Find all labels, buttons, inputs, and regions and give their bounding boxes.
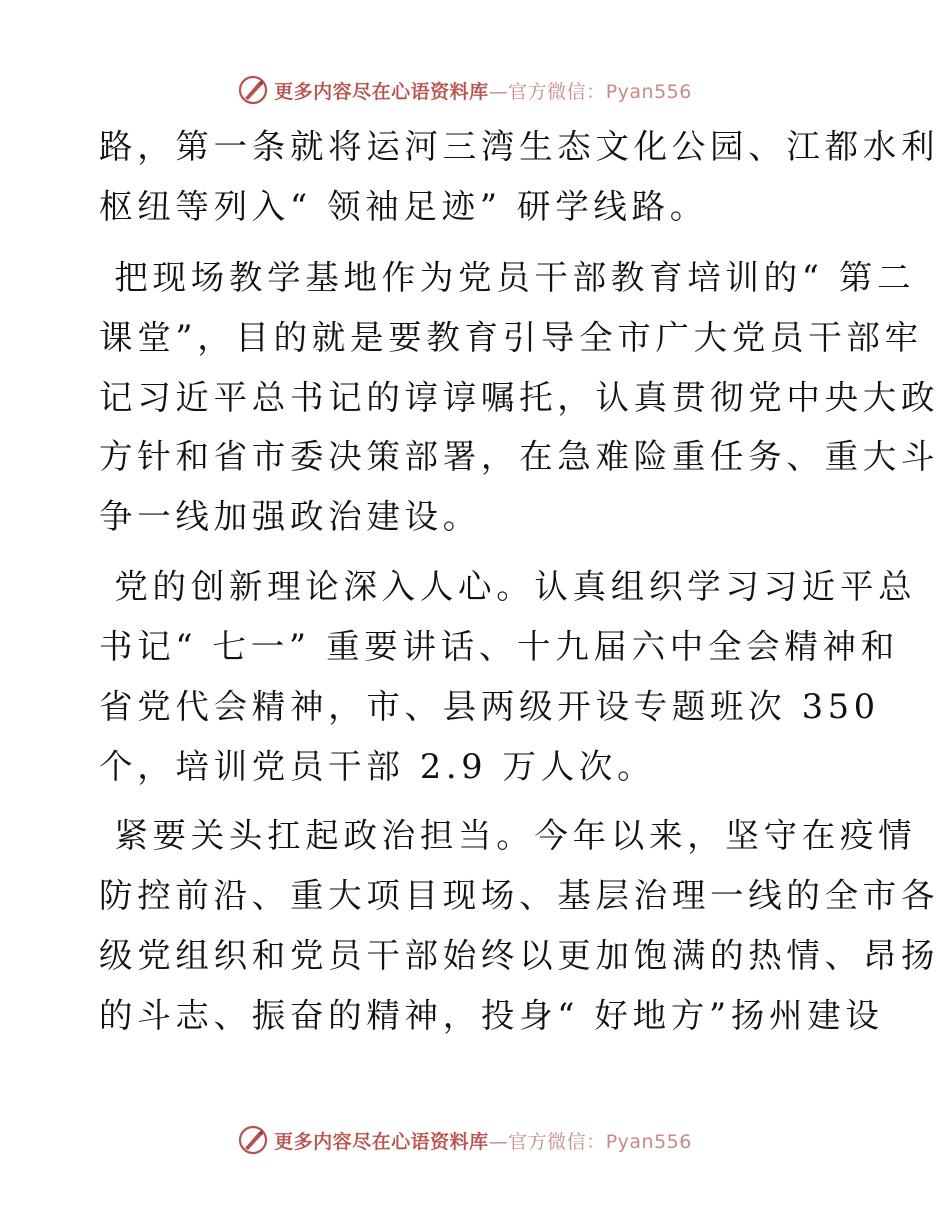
- footer-watermark: [0, 1120, 950, 1160]
- header-watermark: [0, 70, 950, 110]
- body-line: 级党组织和党员干部始终以更加饱满的热情、昂扬: [99, 936, 940, 975]
- body-line: 防控前沿、重大项目现场、基层治理一线的全市各: [99, 876, 940, 915]
- body-line: 的斗志、振奋的精神，投身“ 好地方”扬州建设: [99, 996, 884, 1035]
- body-line: 课堂”，目的就是要教育引导全市广大党员干部牢: [99, 318, 923, 357]
- body-line: 方针和省市委决策部署，在急难险重任务、重大斗: [99, 437, 940, 476]
- watermark-wechat-id: Pyan556: [605, 1130, 692, 1153]
- watermark-separator: —: [488, 80, 509, 103]
- body-line: 把现场教学基地作为党员干部教育培训的“ 第二: [99, 258, 916, 297]
- body-line: 紧要关头扛起政治担当。今年以来，坚守在疫情: [99, 816, 917, 855]
- body-line: 书记“ 七一” 重要讲话、十九届六中全会精神和: [99, 627, 899, 666]
- watermark-text: [274, 1127, 692, 1154]
- body-line: 省党代会精神，市、县两级开设专题班次 350: [99, 687, 880, 726]
- quill-pen-logo-icon: [238, 1125, 268, 1155]
- body-line: 争一线加强政治建设。: [99, 497, 481, 536]
- body-line: 枢纽等列入“ 领袖足迹” 研学线路。: [99, 187, 708, 226]
- watermark-text: [274, 77, 692, 104]
- body-line: 党的创新理论深入人心。认真组织学习习近平总: [99, 567, 917, 606]
- watermark-wechat-label: 官方微信：: [508, 80, 606, 103]
- body-line: 记习近平总书记的谆谆嘱托，认真贯彻党中央大政: [99, 378, 940, 417]
- watermark-separator: —: [488, 1130, 509, 1153]
- quill-pen-logo-icon: [238, 75, 268, 105]
- body-line: 个，培训党员干部 2.9 万人次。: [99, 747, 656, 786]
- watermark-site-text: 更多内容尽在心语资料库: [274, 80, 489, 103]
- watermark-wechat-label: 官方微信：: [508, 1130, 606, 1153]
- watermark-wechat-id: Pyan556: [605, 80, 692, 103]
- watermark-site-text: 更多内容尽在心语资料库: [274, 1130, 489, 1153]
- body-line: 路，第一条就将运河三湾生态文化公园、江都水利: [99, 127, 940, 166]
